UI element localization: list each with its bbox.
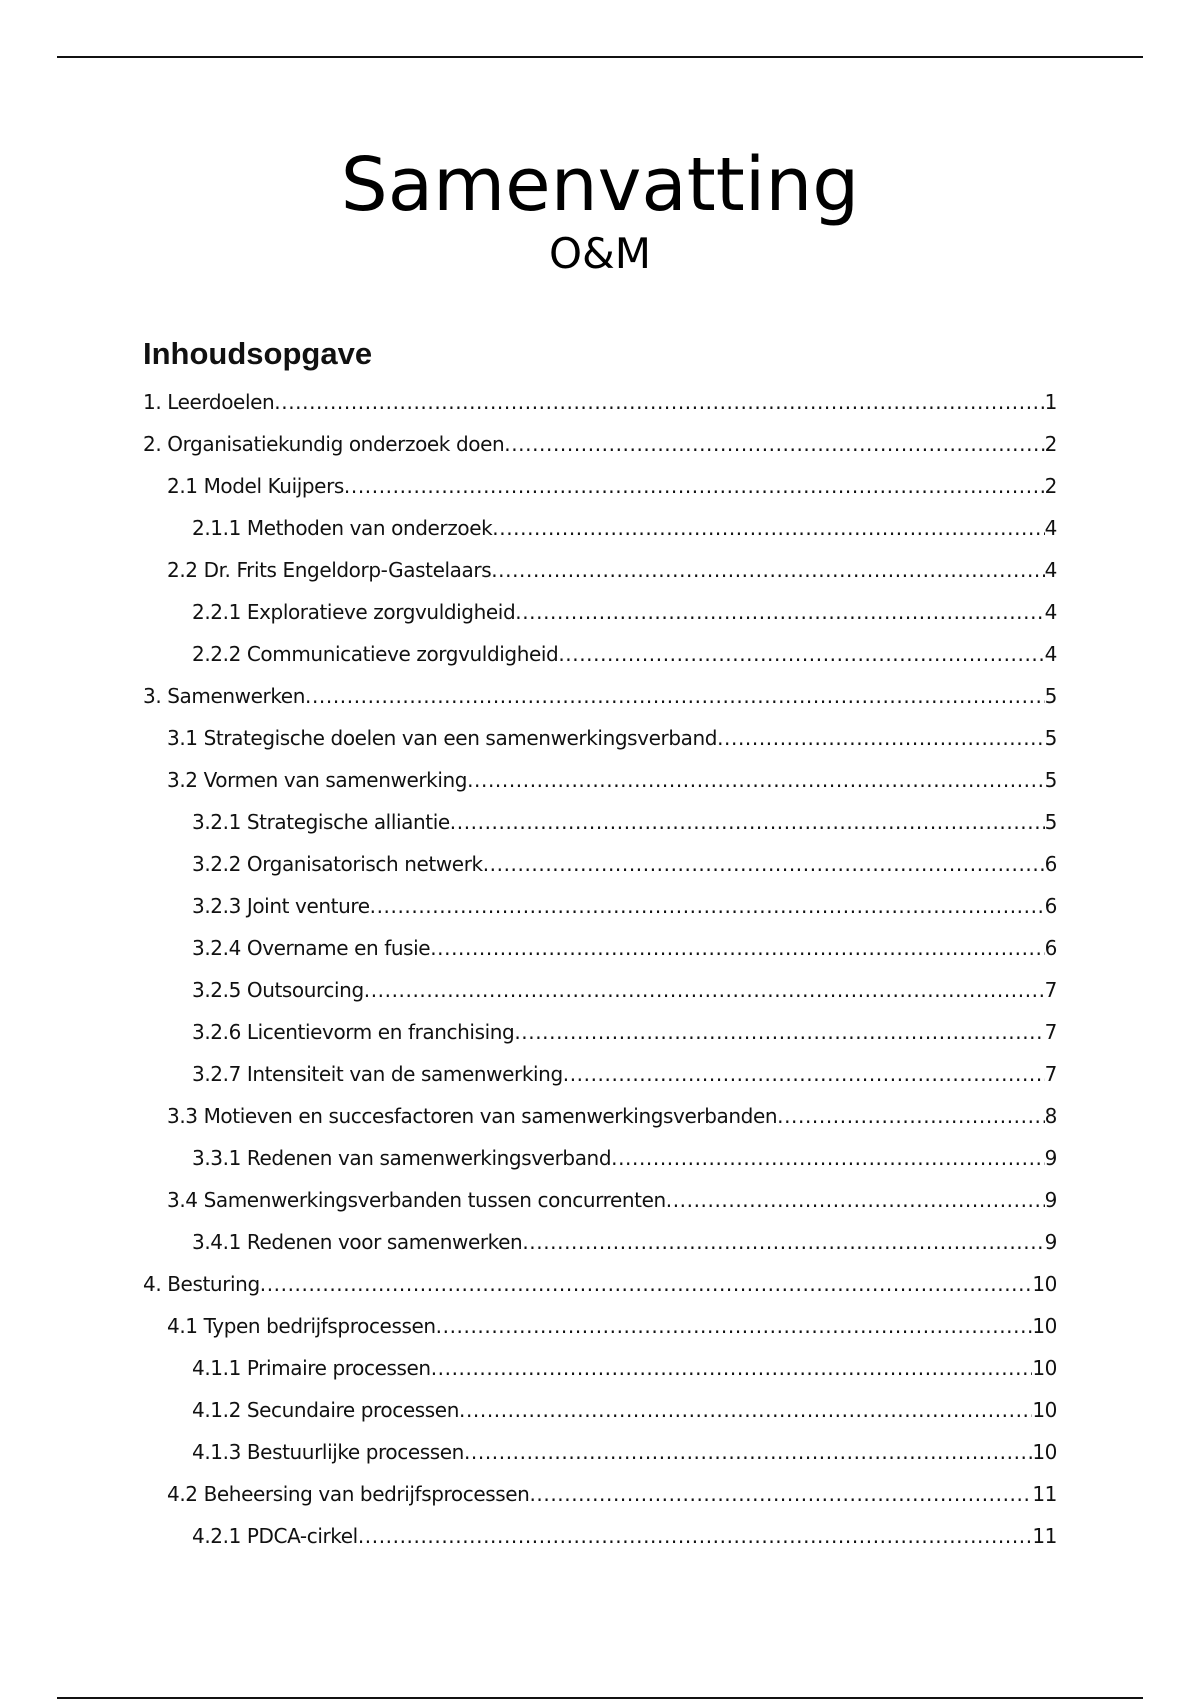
toc-entry-page: 11 xyxy=(1032,1524,1057,1548)
toc-dot-leader xyxy=(431,1347,1033,1389)
toc-entry-page: 7 xyxy=(1044,1020,1057,1044)
toc-entry-label: 3.2.5 Outsourcing xyxy=(192,978,364,1002)
toc-entry[interactable] xyxy=(143,717,1057,759)
document-title: Samenvatting xyxy=(340,142,860,228)
toc-dot-leader xyxy=(344,465,1045,507)
toc-entry-page: 10 xyxy=(1032,1398,1057,1422)
toc-entry-label: 3.3.1 Redenen van samenwerkingsverband xyxy=(192,1146,612,1170)
toc-entry-page: 5 xyxy=(1044,768,1057,792)
toc-entry-label: 3. Samenwerken xyxy=(143,684,305,708)
toc-dot-leader xyxy=(563,1053,1045,1095)
toc-entry-page: 10 xyxy=(1032,1440,1057,1464)
toc-entry[interactable] xyxy=(143,1515,1057,1557)
toc-entry-label: 2.2 Dr. Frits Engeldorp-Gastelaars xyxy=(167,558,492,582)
toc-entry[interactable] xyxy=(143,843,1057,885)
toc-dot-leader xyxy=(492,507,1044,549)
toc-entry-label: 4.1.2 Secundaire processen xyxy=(192,1398,459,1422)
toc-entry[interactable] xyxy=(143,675,1057,717)
toc-dot-leader xyxy=(666,1179,1045,1221)
toc-entry-label: 2.2.1 Exploratieve zorgvuldigheid xyxy=(192,600,516,624)
toc-entry-page: 2 xyxy=(1044,432,1057,456)
toc-entry-page: 1 xyxy=(1044,390,1057,414)
table-of-contents xyxy=(143,381,1057,1557)
toc-entry[interactable] xyxy=(143,1263,1057,1305)
toc-dot-leader xyxy=(611,1137,1045,1179)
toc-dot-leader xyxy=(364,969,1045,1011)
toc-entry-label: 3.4.1 Redenen voor samenwerken xyxy=(192,1230,523,1254)
toc-entry-page: 6 xyxy=(1044,936,1057,960)
toc-entry[interactable] xyxy=(143,1095,1057,1137)
toc-dot-leader xyxy=(358,1515,1033,1557)
toc-dot-leader xyxy=(430,927,1044,969)
toc-entry-label: 2.1 Model Kuijpers xyxy=(167,474,344,498)
toc-entry-label: 4.1 Typen bedrijfsprocessen xyxy=(167,1314,436,1338)
toc-entry[interactable] xyxy=(143,969,1057,1011)
toc-dot-leader xyxy=(274,381,1044,423)
toc-entry[interactable] xyxy=(143,465,1057,507)
toc-entry-page: 8 xyxy=(1044,1104,1057,1128)
toc-entry[interactable] xyxy=(143,633,1057,675)
toc-entry[interactable] xyxy=(143,1389,1057,1431)
toc-entry-label: 1. Leerdoelen xyxy=(143,390,275,414)
toc-dot-leader xyxy=(514,1011,1044,1053)
toc-entry[interactable] xyxy=(143,549,1057,591)
toc-entry[interactable] xyxy=(143,1221,1057,1263)
toc-entry-label: 3.2.3 Joint venture xyxy=(192,894,370,918)
toc-dot-leader xyxy=(558,633,1044,675)
toc-entry-page: 6 xyxy=(1044,894,1057,918)
toc-entry-page: 6 xyxy=(1044,852,1057,876)
toc-entry-page: 4 xyxy=(1044,516,1057,540)
toc-dot-leader xyxy=(450,801,1045,843)
toc-entry-page: 10 xyxy=(1032,1272,1057,1296)
toc-dot-leader xyxy=(529,1473,1032,1515)
toc-entry[interactable] xyxy=(143,1347,1057,1389)
toc-entry[interactable] xyxy=(143,1431,1057,1473)
toc-entry[interactable] xyxy=(143,1053,1057,1095)
toc-entry[interactable] xyxy=(143,1473,1057,1515)
toc-entry-label: 2.2.2 Communicatieve zorgvuldigheid xyxy=(192,642,559,666)
toc-entry[interactable] xyxy=(143,507,1057,549)
toc-dot-leader xyxy=(305,675,1045,717)
toc-dot-leader xyxy=(522,1221,1044,1263)
toc-entry-page: 2 xyxy=(1044,474,1057,498)
toc-dot-leader xyxy=(515,591,1044,633)
toc-entry[interactable] xyxy=(143,423,1057,465)
toc-entry-page: 11 xyxy=(1032,1482,1057,1506)
toc-dot-leader xyxy=(504,423,1044,465)
toc-entry-page: 9 xyxy=(1044,1188,1057,1212)
toc-entry[interactable] xyxy=(143,801,1057,843)
toc-dot-leader xyxy=(467,759,1045,801)
toc-dot-leader xyxy=(491,549,1044,591)
toc-entry[interactable] xyxy=(143,1305,1057,1347)
header-rule xyxy=(57,56,1143,58)
toc-entry[interactable] xyxy=(143,591,1057,633)
toc-dot-leader xyxy=(483,843,1045,885)
toc-entry-page: 9 xyxy=(1044,1230,1057,1254)
toc-entry-page: 9 xyxy=(1044,1146,1057,1170)
toc-entry-label: 3.2.7 Intensiteit van de samenwerking xyxy=(192,1062,563,1086)
toc-entry-page: 5 xyxy=(1044,684,1057,708)
toc-entry-page: 10 xyxy=(1032,1314,1057,1338)
toc-entry[interactable] xyxy=(143,1137,1057,1179)
toc-entry-label: 3.1 Strategische doelen van een samenwerkingsverband xyxy=(167,726,718,750)
toc-entry-label: 2. Organisatiekundig onderzoek doen xyxy=(143,432,505,456)
toc-entry-label: 4.1.1 Primaire processen xyxy=(192,1356,431,1380)
toc-entry-page: 10 xyxy=(1032,1356,1057,1380)
toc-dot-leader xyxy=(777,1095,1045,1137)
toc-entry-page: 7 xyxy=(1044,1062,1057,1086)
toc-entry-label: 3.4 Samenwerkingsverbanden tussen concurrenten xyxy=(167,1188,666,1212)
toc-entry[interactable] xyxy=(143,1011,1057,1053)
toc-entry[interactable] xyxy=(143,381,1057,423)
toc-dot-leader xyxy=(717,717,1045,759)
toc-entry-label: 2.1.1 Methoden van onderzoek xyxy=(192,516,493,540)
toc-entry-page: 4 xyxy=(1044,600,1057,624)
toc-entry-label: 4. Besturing xyxy=(143,1272,260,1296)
toc-dot-leader xyxy=(370,885,1045,927)
toc-entry-label: 3.2 Vormen van samenwerking xyxy=(167,768,468,792)
toc-entry-label: 3.2.4 Overname en fusie xyxy=(192,936,431,960)
toc-entry-label: 3.2.6 Licentievorm en franchising xyxy=(192,1020,515,1044)
toc-entry[interactable] xyxy=(143,927,1057,969)
toc-dot-leader xyxy=(464,1431,1032,1473)
toc-entry-label: 3.2.1 Strategische alliantie xyxy=(192,810,450,834)
toc-entry-page: 7 xyxy=(1044,978,1057,1002)
toc-entry-label: 3.2.2 Organisatorisch netwerk xyxy=(192,852,483,876)
toc-entry[interactable] xyxy=(143,1179,1057,1221)
toc-entry[interactable] xyxy=(143,885,1057,927)
toc-dot-leader xyxy=(459,1389,1032,1431)
toc-entry-label: 4.1.3 Bestuurlijke processen xyxy=(192,1440,464,1464)
document-subtitle: O&M xyxy=(548,229,652,278)
toc-entry-label: 4.2.1 PDCA-cirkel xyxy=(192,1524,358,1548)
toc-entry-page: 5 xyxy=(1044,726,1057,750)
footer-rule xyxy=(57,1697,1143,1699)
toc-dot-leader xyxy=(260,1263,1033,1305)
toc-entry[interactable] xyxy=(143,759,1057,801)
toc-entry-page: 5 xyxy=(1044,810,1057,834)
toc-entry-page: 4 xyxy=(1044,642,1057,666)
toc-entry-label: 3.3 Motieven en succesfactoren van samenwerkingsverbanden xyxy=(167,1104,778,1128)
toc-dot-leader xyxy=(436,1305,1033,1347)
toc-heading: Inhoudsopgave xyxy=(143,336,373,371)
toc-entry-label: 4.2 Beheersing van bedrijfsprocessen xyxy=(167,1482,530,1506)
toc-entry-page: 4 xyxy=(1044,558,1057,582)
